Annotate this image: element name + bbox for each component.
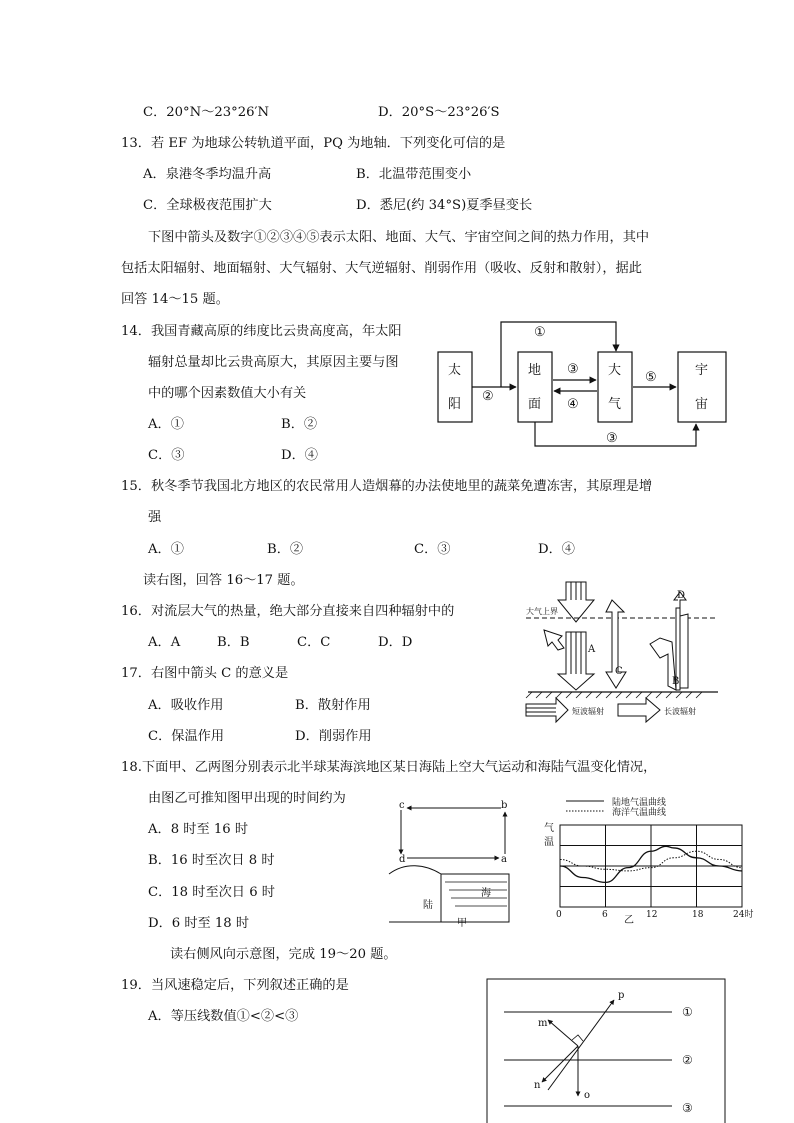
label-m: m [538, 1018, 548, 1029]
tick-24: 24时 [733, 910, 754, 920]
intro-19-20: 读右侧风向示意图，完成 19～20 题。 [170, 947, 397, 962]
q17-option-c: C．保温作用 [148, 729, 225, 744]
label-d: D [677, 590, 686, 601]
q13-option-b: B．北温带范围变小 [356, 167, 472, 182]
jia-land: 陆 [423, 900, 433, 911]
ground-label-1: 地 [528, 363, 542, 378]
q18-option-a: A．8 时至 16 时 [148, 822, 249, 837]
q13-stem: 13．若 EF 为地球公转轨道平面，PQ 为地轴．下列变化可信的是 [121, 136, 506, 151]
jia-label-a: a [501, 854, 507, 865]
ylabel-1: 气 [544, 823, 554, 834]
num-5: ⑤ [645, 370, 657, 385]
q16-option-a: A．A [148, 635, 181, 650]
num-2: ② [482, 389, 494, 404]
q16-option-c: C．C [297, 635, 331, 650]
tick-18: 18 [692, 910, 704, 920]
atmos-label-2: 气 [608, 397, 622, 412]
heat-flow-diagram [430, 318, 735, 454]
short-wave-label: 短波辐射 [572, 707, 604, 716]
label-o: o [584, 1090, 591, 1101]
q14-line2: 辐射总量却比云贵高原大，其原因主要与图 [148, 355, 399, 370]
jia-label-c: c [399, 800, 405, 811]
q13-option-d: D．悉尼(约 34°S)夏季昼变长 [356, 198, 533, 213]
q14-line1: 14．我国青藏高原的纬度比云贵高度高，年太阳 [121, 324, 402, 339]
q14-option-b: B．② [281, 417, 318, 432]
label-a: A [588, 644, 596, 655]
ground-label-2: 面 [528, 397, 542, 412]
isobar-label-3: ③ [682, 1101, 693, 1115]
q18-line1: 18.下面甲、乙两图分别表示北半球某海滨地区某日海陆上空大气运动和海陆气温变化情况， [121, 760, 657, 775]
intro-14-15-line1: 下图中箭头及数字①②③④⑤表示太阳、地面、大气、宇宙空间之间的热力作用，其中 [148, 230, 650, 245]
num-4: ④ [567, 397, 579, 412]
jia-label-b: b [501, 800, 508, 811]
label-n: n [534, 1080, 541, 1091]
label-b: B [672, 676, 680, 687]
q16-option-b: B．B [217, 635, 250, 650]
num-3: ③ [567, 362, 579, 377]
isobar-label-2: ② [682, 1053, 693, 1067]
tick-0: 0 [556, 910, 562, 920]
intro-14-15-line3: 回答 14～15 题。 [121, 292, 229, 307]
arrow-p [548, 1000, 614, 1090]
q16-stem: 16．对流层大气的热量，绝大部分直接来自四种辐射中的 [121, 604, 455, 619]
q17-option-a: A．吸收作用 [148, 698, 224, 713]
space-label-2: 宙 [695, 397, 709, 412]
q14-option-d: D．④ [281, 448, 318, 463]
ylabel-2: 温 [544, 837, 554, 848]
q14-option-c: C．③ [148, 448, 185, 463]
yi-caption: 乙 [624, 915, 634, 925]
num-3b: ③ [606, 431, 618, 446]
q15-option-d: D．④ [538, 542, 575, 557]
q16-option-d: D．D [378, 635, 413, 650]
intro-16-17: 读右图，回答 16～17 题。 [143, 573, 304, 588]
q15-option-b: B．② [267, 542, 304, 557]
q17-option-d: D．削弱作用 [295, 729, 372, 744]
arrow-m [548, 1020, 578, 1046]
q14-line3: 中的哪个因素数值大小有关 [148, 386, 307, 401]
wind-diagram [486, 978, 728, 1123]
q18-option-d: D．6 时至 18 时 [148, 916, 250, 931]
q15-line1: 15．秋冬季节我国北方地区的农民常用人造烟幕的办法使地里的蔬菜免遭冻害，其原理是增 [121, 479, 653, 494]
label-c: C [615, 666, 623, 677]
jia-caption: 甲 [457, 918, 467, 928]
legend-land: 陆地气温曲线 [612, 798, 667, 808]
q15-line2: 强 [148, 510, 162, 525]
num-1: ① [534, 325, 546, 340]
q17-option-b: B．散射作用 [295, 698, 371, 713]
space-label-1: 宇 [695, 363, 709, 378]
intro-14-15-line2: 包括太阳辐射、地面辐射、大气辐射、大气逆辐射、削弱作用（吸收、反射和散射），据此 [121, 261, 642, 276]
label-p: p [618, 990, 625, 1001]
q12-option-c: C．20°N～23°26′N [143, 105, 270, 120]
q18-option-c: C．18 时至次日 6 时 [148, 885, 275, 900]
q18-line2: 由图乙可推知图甲出现的时间约为 [148, 791, 346, 806]
sun-label-2: 阳 [448, 397, 462, 412]
q13-option-a: A．泉港冬季均温升高 [143, 167, 272, 182]
q15-option-a: A．① [148, 542, 184, 557]
q14-option-a: A．① [148, 417, 184, 432]
q19-option-a: A．等压线数值①<②<③ [148, 1009, 299, 1024]
legend-sea: 海洋气温曲线 [612, 808, 667, 818]
jia-label-d: d [399, 854, 406, 865]
q12-option-d: D．20°S～23°26′S [378, 105, 500, 120]
radiation-diagram [522, 578, 722, 738]
jia-sea: 海 [481, 888, 491, 899]
q13-option-c: C．全球极夜范围扩大 [143, 198, 272, 213]
q17-stem: 17．右图中箭头 C 的意义是 [121, 666, 289, 681]
yi-temperature-chart [540, 795, 762, 925]
q19-stem: 19．当风速稳定后，下列叙述正确的是 [121, 978, 349, 993]
jia-circulation-diagram [385, 798, 525, 928]
q18-option-b: B．16 时至次日 8 时 [148, 853, 275, 868]
long-wave-label: 长波辐射 [664, 707, 696, 716]
tick-12: 12 [646, 910, 658, 920]
isobar-label-1: ① [682, 1005, 693, 1019]
atmos-label-1: 大 [608, 363, 622, 378]
tick-6: 6 [602, 910, 608, 920]
arrow-n [542, 1046, 578, 1082]
sun-label-1: 太 [448, 363, 462, 378]
atmosphere-top-label: 大气上界 [526, 607, 558, 616]
q15-option-c: C．③ [414, 542, 451, 557]
